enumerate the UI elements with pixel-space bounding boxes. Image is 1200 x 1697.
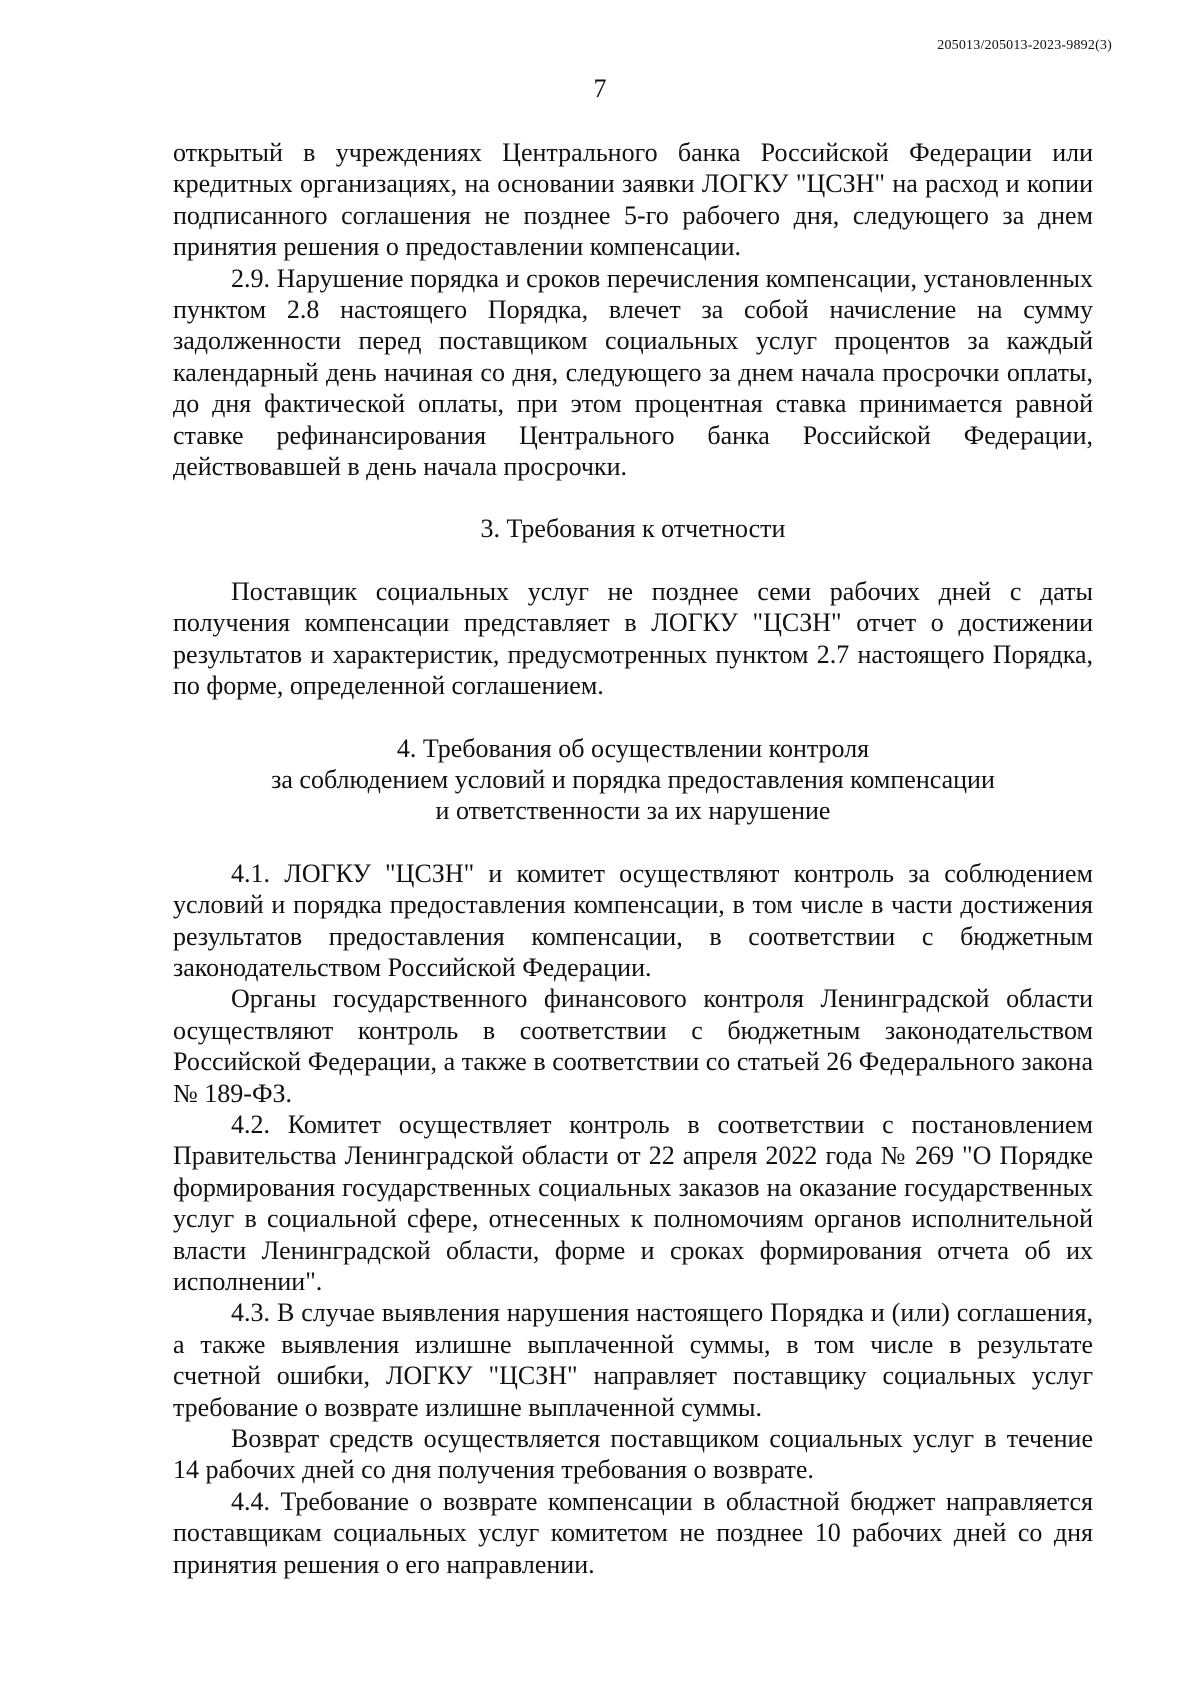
paragraph-section-3: Поставщик социальных услуг не позднее семи рабочих дней с даты получения компенсации представляет в ЛОГКУ "ЦСЗН" отчет о достижении результатов и характеристик, предусмотренных пунктом 2.7 настоящего Порядка, по форме, определенной соглашением. <box>173 576 1093 701</box>
paragraph-refund-term: Возврат средств осуществляется поставщиком социальных услуг в течение 14 рабочих дней со дня получения требования о возврате. <box>173 1424 1093 1485</box>
section-4-heading-line-2: за соблюдением условий и порядка предоставления компенсации <box>271 764 995 794</box>
paragraph-4-1: 4.1. ЛОГКУ "ЦСЗН" и комитет осуществляют контроль за соблюдением условий и порядка предоставления компенсации, в том числе в части достижения результатов предоставления компенсации, в соответствии с бюджетным законодательством Российской Федерации. <box>173 858 1093 982</box>
section-4-heading-line-1: 4. Требования об осуществлении контроля <box>396 733 870 763</box>
paragraph-4-3: 4.3. В случае выявления нарушения настоящего Порядка и (или) соглашения, а также выявления излишне выплаченной суммы, в том числе в результате счетной ошибки, ЛОГКУ "ЦСЗН" направляет поставщику социальных услуг требование о возврате излишне выплаченной суммы. <box>173 1298 1093 1422</box>
paragraph-continuation: открытый в учреждениях Центрального банка Российской Федерации или кредитных организациях, на основании заявки ЛОГКУ "ЦСЗН" на расход и копии подписанного соглашения не позднее 5-го рабочего дня, следующего за днем принятия решения о предоставлении компенсации. <box>173 138 1093 262</box>
section-4-heading <box>173 733 1093 827</box>
document-id: 205013/205013-2023-9892(3) <box>937 38 1112 53</box>
paragraph-2-9: 2.9. Нарушение порядка и сроков перечисления компенсации, установленных пунктом 2.8 настоящего Порядка, влечет за собой начисление на сумму задолженности перед поставщиком социальных услуг процентов за каждый календарный день начиная со дня, следующего за днем начала просрочки оплаты, до дня фактической оплаты, при этом процентная ставка принимается равной ставке рефинансирования Центрального банка Российской Федерации, действовавшей в день начала просрочки. <box>173 263 1093 482</box>
paragraph-financial-control: Органы государственного финансового контроля Ленинградской области осуществляют контроль в соответствии с бюджетным законодательством Российской Федерации, а также в соответствии со статьей 26 Федерального закона № 189-ФЗ. <box>173 984 1093 1108</box>
page-number: 7 <box>593 74 607 103</box>
paragraph-4-2: 4.2. Комитет осуществляет контроль в соответствии с постановлением Правительства Ленинградской области от 22 апреля 2022 года № 269 "О Порядке формирования государственных социальных заказов на оказание государственных услуг в социальной сфере, отнесенных к полномочиям органов исполнительной власти Ленинградской области, форме и сроках формирования отчета об их исполнении". <box>173 1109 1093 1296</box>
document-body <box>173 137 1093 1580</box>
paragraph-4-4: 4.4. Требование о возврате компенсации в областной бюджет направляется поставщикам социальных услуг комитетом не позднее 10 рабочих дней со дня принятия решения о его направлении. <box>173 1486 1093 1579</box>
section-4-heading-line-3: и ответственности за их нарушение <box>435 796 831 826</box>
section-3-heading: 3. Требования к отчетности <box>480 514 786 544</box>
